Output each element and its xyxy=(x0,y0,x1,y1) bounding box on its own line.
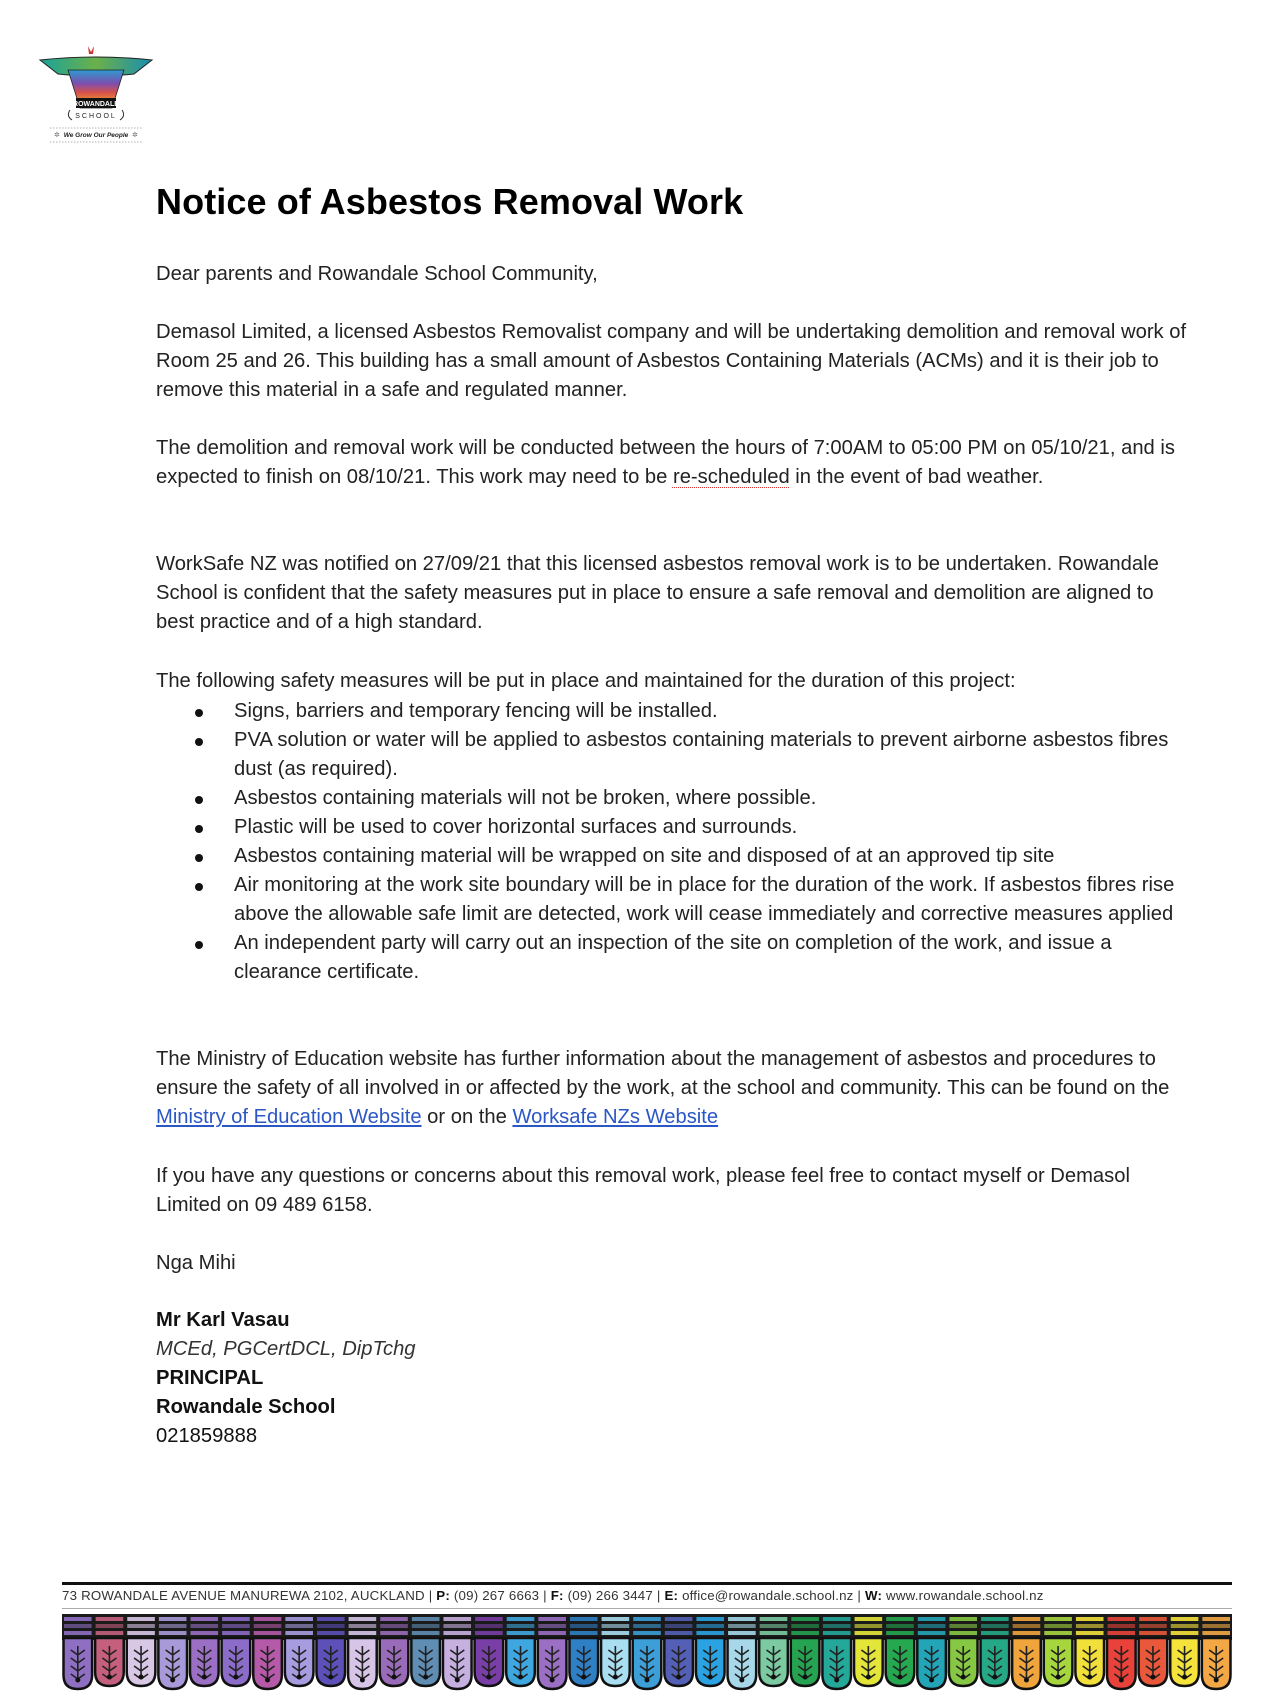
svg-text:✲: ✲ xyxy=(132,132,138,139)
feather-icon xyxy=(127,1638,156,1686)
footer-contact-line: 73 ROWANDALE AVENUE MANUREWA 2102, AUCKLAND | P: (09) 267 6663 | F: (09) 266 3447 | E: office@rowandale.school.nz | W: www.rowandale.school.nz xyxy=(62,1588,1044,1603)
feather-icon xyxy=(158,1638,187,1689)
footer-website: www.rowandale.school.nz xyxy=(886,1588,1044,1603)
band-stripe xyxy=(949,1631,977,1635)
feather-icon xyxy=(538,1638,567,1689)
band-stripe xyxy=(380,1624,408,1628)
feather-icon xyxy=(791,1638,820,1686)
band-stripe xyxy=(475,1617,503,1621)
band-stripe xyxy=(1044,1624,1072,1628)
feather-icon xyxy=(1202,1638,1231,1689)
band-stripe xyxy=(633,1624,661,1628)
band-stripe xyxy=(791,1617,819,1621)
feather-icon xyxy=(981,1638,1010,1686)
band-stripe xyxy=(412,1617,440,1621)
band-stripe xyxy=(412,1631,440,1635)
band-stripe xyxy=(412,1624,440,1628)
band-stripe xyxy=(475,1631,503,1635)
band-stripe xyxy=(918,1624,946,1628)
paragraph-worksafe: WorkSafe NZ was notified on 27/09/21 that this licensed asbestos removal work is to be undertaken. Rowandale School is confident that the safety measures put in place to ensure a safe removal and demolition are aligned to best practice and of a high standard. xyxy=(156,553,1159,633)
band-stripe xyxy=(665,1631,693,1635)
rowandale-logo-icon xyxy=(38,44,154,156)
band-stripe xyxy=(1108,1631,1136,1635)
feather-icon xyxy=(95,1638,124,1686)
feather-icon xyxy=(886,1638,915,1686)
band-stripe xyxy=(64,1631,92,1635)
band-stripe xyxy=(918,1631,946,1635)
feather-icon xyxy=(1012,1638,1041,1689)
bullet-icon xyxy=(195,709,203,717)
list-item: An independent party will carry out an inspection of the site on completion of the work, and issue a clearance certificate. xyxy=(156,929,1196,987)
footer-email: office@rowandale.school.nz xyxy=(682,1588,854,1603)
decorative-feather-band xyxy=(62,1614,1232,1692)
band-stripe xyxy=(665,1624,693,1628)
paragraph-schedule xyxy=(156,434,1196,492)
band-stripe xyxy=(349,1624,377,1628)
worksafe-nz-link[interactable]: Worksafe NZs Website xyxy=(512,1106,719,1128)
feather-icon xyxy=(949,1638,978,1686)
band-stripe xyxy=(728,1617,756,1621)
band-stripe xyxy=(190,1624,218,1628)
band-stripe xyxy=(127,1631,155,1635)
band-stripe xyxy=(760,1617,788,1621)
feather-icon xyxy=(1107,1638,1136,1689)
band-stripe xyxy=(380,1631,408,1635)
band-stripe xyxy=(349,1631,377,1635)
band-stripe xyxy=(602,1631,630,1635)
signatory-school: Rowandale School xyxy=(156,1396,336,1418)
schedule-text: The demolition and removal work will be conducted between the hours of 7:00AM to 05:00 PM on 05/10/21, and is expected to finish on 08/10/21. This work may need to be xyxy=(156,437,1175,488)
band-stripe xyxy=(570,1624,598,1628)
feather-icon xyxy=(411,1638,440,1686)
band-stripe xyxy=(1108,1617,1136,1621)
footer-divider-thin xyxy=(62,1608,1232,1609)
band-stripe xyxy=(190,1617,218,1621)
band-stripe xyxy=(760,1624,788,1628)
feather-icon xyxy=(822,1638,851,1689)
band-stripe xyxy=(127,1624,155,1628)
band-stripe xyxy=(538,1617,566,1621)
bullet-icon xyxy=(195,825,203,833)
band-stripe xyxy=(475,1624,503,1628)
bullet-icon xyxy=(195,883,203,891)
band-stripe xyxy=(1171,1631,1199,1635)
paragraph-contact: If you have any questions or concerns about this removal work, please feel free to contact myself or Demasol Limited on 09 489 6158. xyxy=(156,1165,1130,1216)
band-stripe xyxy=(981,1617,1009,1621)
band-stripe xyxy=(538,1624,566,1628)
band-stripe xyxy=(222,1631,250,1635)
band-stripe xyxy=(949,1624,977,1628)
feather-icon xyxy=(854,1638,883,1686)
band-stripe xyxy=(190,1631,218,1635)
feather-icon xyxy=(569,1638,598,1686)
band-stripe xyxy=(1139,1631,1167,1635)
feather-icon xyxy=(696,1638,725,1686)
band-stripe xyxy=(760,1631,788,1635)
svg-text:ROWANDALE: ROWANDALE xyxy=(73,101,119,108)
band-stripe xyxy=(254,1617,282,1621)
feather-icon xyxy=(759,1638,788,1686)
band-stripe xyxy=(570,1617,598,1621)
feather-icon xyxy=(222,1638,251,1686)
band-stripe xyxy=(285,1631,313,1635)
feather-icon xyxy=(506,1638,535,1686)
band-stripe xyxy=(1108,1624,1136,1628)
band-stripe xyxy=(823,1617,851,1621)
list-item: PVA solution or water will be applied to asbestos containing materials to prevent airborne asbestos fibres dust (as required). xyxy=(156,726,1196,784)
feather-icon xyxy=(64,1638,93,1689)
band-stripe xyxy=(159,1631,187,1635)
svg-text:We Grow Our People: We Grow Our People xyxy=(63,132,129,139)
band-stripe xyxy=(159,1624,187,1628)
feather-icon xyxy=(1139,1638,1168,1686)
feather-icon xyxy=(728,1638,757,1689)
band-stripe xyxy=(317,1617,345,1621)
footer-divider xyxy=(62,1582,1232,1585)
band-stripe xyxy=(886,1617,914,1621)
band-stripe xyxy=(538,1631,566,1635)
signatory-qualifications: MCEd, PGCertDCL, DipTchg xyxy=(156,1338,416,1360)
feather-icon xyxy=(1044,1638,1073,1686)
band-stripe xyxy=(823,1624,851,1628)
band-stripe xyxy=(855,1624,883,1628)
paragraph-contractor: Demasol Limited, a licensed Asbestos Removalist company and will be undertaking demolition and removal work of Room 25 and 26. This building has a small amount of Asbestos Containing Materials (ACMs) and it is their job to remove this material in a safe and regulated manner. xyxy=(156,321,1187,401)
band-stripe xyxy=(665,1617,693,1621)
band-stripe xyxy=(64,1624,92,1628)
feather-icon xyxy=(1075,1638,1104,1686)
band-stripe xyxy=(443,1631,471,1635)
closing-salutation: Nga Mihi xyxy=(156,1252,236,1274)
band-stripe xyxy=(254,1624,282,1628)
band-stripe xyxy=(1076,1624,1104,1628)
feather-icon xyxy=(285,1638,314,1686)
feather-icon xyxy=(443,1638,472,1689)
signatory-phone: 021859888 xyxy=(156,1425,258,1447)
band-stripe xyxy=(728,1631,756,1635)
band-stripe xyxy=(855,1617,883,1621)
feather-icon xyxy=(917,1638,946,1689)
bullet-icon xyxy=(195,738,203,746)
band-stripe xyxy=(96,1631,124,1635)
band-stripe xyxy=(918,1617,946,1621)
feather-icon xyxy=(1170,1638,1199,1686)
band-stripe xyxy=(96,1624,124,1628)
band-stripe xyxy=(443,1624,471,1628)
band-stripe xyxy=(1013,1624,1041,1628)
band-stripe xyxy=(633,1617,661,1621)
safety-measures-list xyxy=(156,697,1196,987)
band-stripe xyxy=(380,1617,408,1621)
list-item: Air monitoring at the work site boundary will be in place for the duration of the work. If asbestos fibres rise above the allowable safe limit are detected, work will cease immediately and corrective measures applied xyxy=(156,871,1196,929)
feather-icon xyxy=(601,1638,630,1686)
band-stripe xyxy=(1076,1631,1104,1635)
feather-icon xyxy=(348,1638,377,1689)
feather-icon xyxy=(253,1638,282,1689)
feather-icon xyxy=(633,1638,662,1689)
band-stripe xyxy=(886,1624,914,1628)
footer-phone: (09) 267 6663 xyxy=(453,1588,540,1603)
signatory-role: PRINCIPAL xyxy=(156,1367,264,1389)
band-stripe xyxy=(696,1631,724,1635)
bullet-icon xyxy=(195,941,203,949)
band-stripe xyxy=(981,1624,1009,1628)
band-stripe xyxy=(285,1624,313,1628)
schedule-text-end: in the event of bad weather. xyxy=(789,466,1044,488)
band-stripe xyxy=(222,1617,250,1621)
band-stripe xyxy=(443,1617,471,1621)
band-stripe xyxy=(696,1617,724,1621)
band-stripe xyxy=(791,1624,819,1628)
list-item: Signs, barriers and temporary fencing will be installed. xyxy=(156,697,1196,726)
feather-icon xyxy=(475,1638,504,1686)
band-stripe xyxy=(96,1617,124,1621)
band-stripe xyxy=(886,1631,914,1635)
document-title: Notice of Asbestos Removal Work xyxy=(156,181,744,222)
feather-icon xyxy=(316,1638,345,1686)
svg-text:SCHOOL: SCHOOL xyxy=(75,113,117,120)
school-logo xyxy=(38,44,154,156)
band-stripe xyxy=(159,1617,187,1621)
spellcheck-flagged-word[interactable]: re-scheduled xyxy=(672,466,790,488)
list-item: Plastic will be used to cover horizontal surfaces and surrounds. xyxy=(156,813,1196,842)
band-stripe xyxy=(222,1624,250,1628)
band-stripe xyxy=(791,1631,819,1635)
band-stripe xyxy=(507,1624,535,1628)
band-stripe xyxy=(602,1624,630,1628)
feather-icon xyxy=(380,1638,409,1686)
list-item: Asbestos containing material will be wrapped on site and disposed of at an approved tip site xyxy=(156,842,1196,871)
band-stripe xyxy=(728,1624,756,1628)
svg-text:✲: ✲ xyxy=(54,132,60,139)
band-stripe xyxy=(64,1617,92,1621)
footer-address: 73 ROWANDALE AVENUE MANUREWA 2102, AUCKLAND xyxy=(62,1588,425,1603)
band-stripe xyxy=(981,1631,1009,1635)
band-stripe xyxy=(127,1617,155,1621)
band-stripe xyxy=(1171,1624,1199,1628)
band-stripe xyxy=(1013,1617,1041,1621)
paragraph-more-info: The Ministry of Education website has further information about the management of asbestos and procedures to ensure the safety of all involved in or affected by the work, at the school and community. This can be found on the Ministry of Education Website or on the Worksafe NZs Website xyxy=(156,1048,1170,1128)
band-stripe xyxy=(507,1631,535,1635)
band-stripe xyxy=(1044,1617,1072,1621)
band-stripe xyxy=(317,1631,345,1635)
band-stripe xyxy=(949,1617,977,1621)
signatory-name: Mr Karl Vasau xyxy=(156,1309,290,1331)
band-stripe xyxy=(1139,1624,1167,1628)
band-stripe xyxy=(285,1617,313,1621)
band-stripe xyxy=(317,1624,345,1628)
band-stripe xyxy=(696,1624,724,1628)
band-stripe xyxy=(602,1617,630,1621)
bullet-icon xyxy=(195,796,203,804)
greeting: Dear parents and Rowandale School Community, xyxy=(156,263,598,285)
bullet-icon xyxy=(195,854,203,862)
band-stripe xyxy=(633,1631,661,1635)
band-stripe xyxy=(823,1631,851,1635)
band-stripe xyxy=(1171,1617,1199,1621)
band-stripe xyxy=(570,1631,598,1635)
band-stripe xyxy=(1202,1631,1230,1635)
band-stripe xyxy=(1076,1617,1104,1621)
band-stripe xyxy=(855,1631,883,1635)
band-stripe xyxy=(507,1617,535,1621)
band-stripe xyxy=(1202,1624,1230,1628)
list-item: Asbestos containing materials will not be broken, where possible. xyxy=(156,784,1196,813)
band-stripe xyxy=(1044,1631,1072,1635)
feather-icon xyxy=(190,1638,219,1686)
band-stripe xyxy=(1139,1617,1167,1621)
paragraph-safety-intro: The following safety measures will be put in place and maintained for the duration of this project: xyxy=(156,670,1016,692)
band-stripe xyxy=(254,1631,282,1635)
band-stripe xyxy=(1202,1617,1230,1621)
band-stripe xyxy=(1013,1631,1041,1635)
ministry-of-education-link[interactable]: Ministry of Education Website xyxy=(156,1106,422,1128)
band-stripe xyxy=(349,1617,377,1621)
footer-fax: (09) 266 3447 xyxy=(567,1588,653,1603)
feather-icon xyxy=(664,1638,693,1686)
